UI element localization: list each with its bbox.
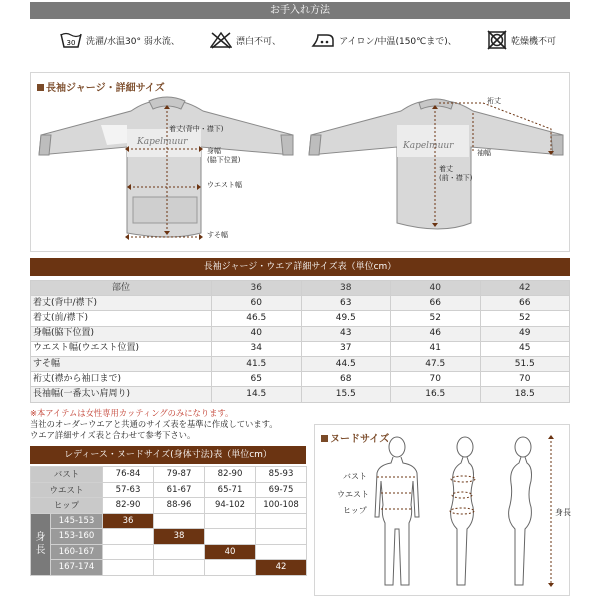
ladies-size-table [30, 466, 307, 576]
nude-diagram-panel [314, 424, 570, 596]
label-chest-note: (脇下位置) [207, 156, 241, 164]
table-row [31, 467, 307, 483]
jersey-heading: 長袖ジャージ・詳細サイズ [37, 79, 165, 94]
table-cell: 94-102 [205, 498, 256, 514]
header-size: 40 [391, 281, 481, 296]
empty-cell [256, 529, 307, 545]
table-cell: 61-67 [154, 482, 205, 498]
table-cell: 37 [301, 341, 391, 356]
table-row [31, 326, 570, 341]
table-cell: 76-84 [103, 467, 154, 483]
measure-label: ヒップ [31, 498, 103, 514]
table-cell: 52 [480, 311, 570, 326]
table-cell: 70 [480, 372, 570, 387]
label-waist: ウエスト幅 [207, 181, 242, 189]
care-item-iron [311, 31, 457, 49]
empty-cell [205, 513, 256, 529]
table-cell: 100-108 [256, 498, 307, 514]
table-cell: 16.5 [391, 387, 481, 402]
nude-label-waist: ウエスト [337, 490, 369, 499]
table-cell: 43 [301, 326, 391, 341]
table-cell: 41.5 [212, 356, 302, 371]
header-part: 部位 [31, 281, 212, 296]
table-cell: 68 [301, 372, 391, 387]
height-range: 167-174 [51, 560, 103, 576]
table-cell: 14.5 [212, 387, 302, 402]
table-cell: 49.5 [301, 311, 391, 326]
care-instructions [30, 20, 570, 60]
table-cell: 82-90 [103, 498, 154, 514]
table-row [31, 372, 570, 387]
care-title: お手入れ方法 [30, 2, 570, 19]
label-length-back: 着丈(背中・襟下) [169, 125, 224, 133]
header-size: 36 [212, 281, 302, 296]
table-row [31, 356, 570, 371]
label-length-front-note: (前・襟下) [439, 174, 473, 182]
size-table-title: 長袖ジャージ・ウエア詳細サイズ表（単位cm） [30, 258, 570, 276]
table-cell: 46 [391, 326, 481, 341]
no-bleach-icon [210, 31, 232, 49]
empty-cell [154, 513, 205, 529]
care-text-bleach: 漂白不可、 [236, 36, 282, 47]
height-range: 145-153 [51, 513, 103, 529]
jersey-back-logo: Kapelmuur [403, 141, 454, 151]
height-side-label: 身 長 [31, 513, 51, 575]
ladies-table-title: レディース・ヌードサイズ(身体寸法)表（単位cm） [30, 446, 306, 464]
table-row [31, 387, 570, 402]
size-cell: 42 [256, 560, 307, 576]
care-item-wash [60, 31, 180, 49]
ladies-table-body [31, 467, 307, 576]
table-row [31, 311, 570, 326]
table-cell: 70 [391, 372, 481, 387]
care-text-wash: 洗濯/水温30° 弱水流、 [86, 36, 180, 47]
table-cell: 88-96 [154, 498, 205, 514]
table-row [31, 498, 307, 514]
table-cell: 66 [391, 296, 481, 311]
note-line: ※本アイテムは女性専用カッティングのみになります。 [30, 408, 234, 418]
table-cell: 15.5 [301, 387, 391, 402]
table-cell: 69-75 [256, 482, 307, 498]
table-cell: 85-93 [256, 467, 307, 483]
header-size: 38 [301, 281, 391, 296]
label-sleeve-width: 袖幅 [477, 149, 491, 157]
row-label: 長袖幅(一番太い肩周り) [31, 387, 212, 402]
row-label: 身幅(脇下位置) [31, 326, 212, 341]
jersey-front-logo: Kapelmuur [137, 137, 188, 147]
table-cell: 82-90 [205, 467, 256, 483]
care-item-bleach [210, 31, 281, 49]
label-chest: 身幅 [207, 147, 221, 155]
iron-medium-icon [311, 31, 335, 49]
size-cell: 38 [154, 529, 205, 545]
size-cell: 36 [103, 513, 154, 529]
table-cell: 46.5 [212, 311, 302, 326]
table-cell: 57-63 [103, 482, 154, 498]
nude-figure-front [375, 437, 419, 585]
table-cell: 51.5 [480, 356, 570, 371]
no-tumble-dry-icon [487, 30, 507, 50]
table-row [31, 513, 307, 529]
table-row [31, 560, 307, 576]
table-cell: 45 [480, 341, 570, 356]
header-size: 42 [480, 281, 570, 296]
table-cell: 63 [301, 296, 391, 311]
empty-cell [103, 560, 154, 576]
size-table-header [31, 281, 570, 296]
size-table [30, 280, 570, 403]
table-row [31, 482, 307, 498]
nude-label-hip: ヒップ [343, 506, 367, 515]
care-text-dryer: 乾燥機不可 [510, 36, 556, 47]
care-item-dryer [487, 30, 556, 50]
notes [30, 408, 278, 441]
size-table-body [31, 296, 570, 402]
nude-figure-side-2 [509, 437, 532, 585]
empty-cell [256, 513, 307, 529]
empty-cell [154, 544, 205, 560]
row-label: ウエスト幅(ウエスト位置) [31, 341, 212, 356]
empty-cell [205, 560, 256, 576]
row-label: 着丈(背中/襟下) [31, 296, 212, 311]
table-cell: 65-71 [205, 482, 256, 498]
row-label: 裄丈(襟から袖口まで) [31, 372, 212, 387]
table-cell: 52 [391, 311, 481, 326]
jersey-front [39, 97, 293, 237]
table-cell: 40 [212, 326, 302, 341]
label-length-front: 着丈 [439, 165, 453, 173]
table-cell: 18.5 [480, 387, 570, 402]
size-cell: 40 [205, 544, 256, 560]
jersey-diagram-panel [30, 72, 570, 252]
table-cell: 66 [480, 296, 570, 311]
table-cell: 65 [212, 372, 302, 387]
height-range: 153-160 [51, 529, 103, 545]
label-sleeve-length: 裄丈 [487, 97, 501, 105]
note-line: ウエア詳細サイズ表と合わせて参考下さい。 [30, 430, 196, 440]
table-cell: 49 [480, 326, 570, 341]
empty-cell [205, 529, 256, 545]
label-hem: すそ幅 [207, 231, 228, 239]
table-cell: 41 [391, 341, 481, 356]
height-range: 160-167 [51, 544, 103, 560]
wash-30-icon [60, 31, 82, 49]
empty-cell [154, 560, 205, 576]
nude-figure-side-1 [451, 437, 474, 585]
table-row [31, 296, 570, 311]
nude-label-bust: バスト [343, 472, 367, 481]
table-cell: 79-87 [154, 467, 205, 483]
table-cell: 47.5 [391, 356, 481, 371]
measure-label: ウエスト [31, 482, 103, 498]
empty-cell [103, 544, 154, 560]
table-row [31, 341, 570, 356]
empty-cell [103, 529, 154, 545]
table-row [31, 544, 307, 560]
nude-label-height: 身長 [555, 508, 571, 517]
wash-temp: 30 [66, 39, 76, 47]
row-label: 着丈(前/襟下) [31, 311, 212, 326]
table-cell: 44.5 [301, 356, 391, 371]
note-line: 当社のオーダーウエアと共通のサイズ表を基準に作成しています。 [30, 419, 278, 429]
nude-heading: ヌードサイズ [321, 430, 389, 445]
care-text-iron: アイロン/中温(150℃まで)、 [339, 36, 457, 47]
measure-label: バスト [31, 467, 103, 483]
row-label: すそ幅 [31, 356, 212, 371]
table-row [31, 529, 307, 545]
table-cell: 60 [212, 296, 302, 311]
empty-cell [256, 544, 307, 560]
table-cell: 34 [212, 341, 302, 356]
